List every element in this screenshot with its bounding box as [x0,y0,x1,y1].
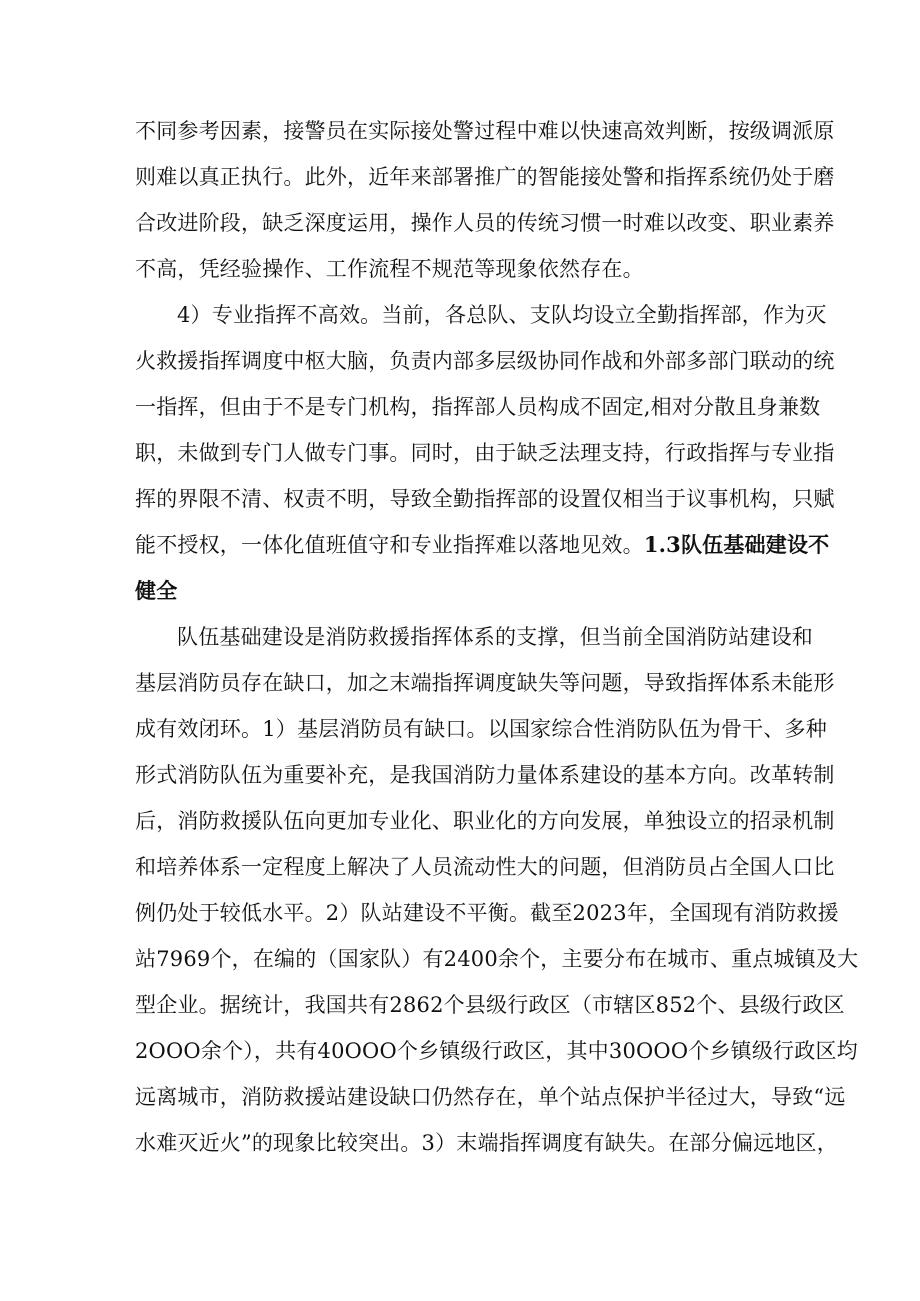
paragraph-3-line: 站7969个，在编的（国家队）有2400余个，主要分布在城市、重点城镇及大 [135,947,859,971]
paragraph-3-line: 远离城市，消防救援站建设缺口仍然存在，单个站点保护半径过大，导致“远 [135,1085,846,1109]
paragraph-3-line: 队伍基础建设是消防救援指挥体系的支撑，但当前全国消防站建设和 [177,625,813,649]
paragraph-3-line: 和培养体系一定程度上解决了人员流动性大的问题，但消防员占全国人口比 [135,855,835,879]
paragraph-1-line: 合改进阶段，缺乏深度运用，操作人员的传统习惯一时难以改变、职业素养 [135,211,835,235]
paragraph-2-line: 一指挥，但由于不是专门机构，指挥部人员构成不固定,相对分散且身兼数 [135,395,821,419]
paragraph-1-line: 不同参考因素，接警员在实际接处警过程中难以快速高效判断，按级调派原 [135,119,835,143]
paragraph-3-line: 水难灭近火”的现象比较突出。3）末端指挥调度有缺失。在部分偏远地区， [135,1131,838,1155]
paragraph-3-line: 成有效闭环。1）基层消防员有缺口。以国家综合性消防队伍为骨干、多种 [135,717,827,741]
paragraph-3-line: 基层消防员存在缺口，加之末端指挥调度缺失等问题，导致指挥体系未能形 [135,671,835,695]
paragraph-3-line: 例仍处于较低水平。2）队站建设不平衡。截至2023年，全国现有消防救援 [135,901,839,925]
section-heading-1-3: 1.3队伍基础建设不 [643,532,830,557]
paragraph-3-line: 后，消防救援队伍向更加专业化、职业化的方向发展，单独设立的招录机制 [135,809,835,833]
paragraph-3-line: 型企业。据统计，我国共有2862个县级行政区（市辖区852个、县级行政区 [135,993,845,1017]
paragraph-2-line: 职，未做到专门人做专门事。同时，由于缺乏法理支持，行政指挥与专业指 [135,441,835,465]
paragraph-1-line: 则难以真正执行。此外，近年来部署推广的智能接处警和指挥系统仍处于磨 [135,165,835,189]
body-text [135,108,859,1166]
paragraph-2-line: 挥的界限不清、权责不明，导致全勤指挥部的设置仅相当于议事机构，只赋 [135,487,835,511]
paragraph-1-line: 不高，凭经验操作、工作流程不规范等现象依然存在。 [135,257,644,281]
paragraph-2-line: 火救援指挥调度中枢大脑，负责内部多层级协同作战和外部多部门联动的统 [135,349,835,373]
section-heading-continuation: 健全 [135,578,178,603]
paragraph-2-last-line [135,522,830,568]
paragraph-3-line: 2OOO余个），共有40OOO个乡镇级行政区，其中30OOO个乡镇级行政区均 [135,1039,858,1063]
paragraph-3-line: 形式消防队伍为重要补充，是我国消防力量体系建设的基本方向。改革转制 [135,763,835,787]
paragraph-2-line: 4）专业指挥不高效。当前，各总队、支队均设立全勤指挥部，作为灭 [177,303,827,327]
paragraph-2-last-text: 能不授权，一体化值班值守和专业指挥难以落地见效。 [135,533,644,557]
